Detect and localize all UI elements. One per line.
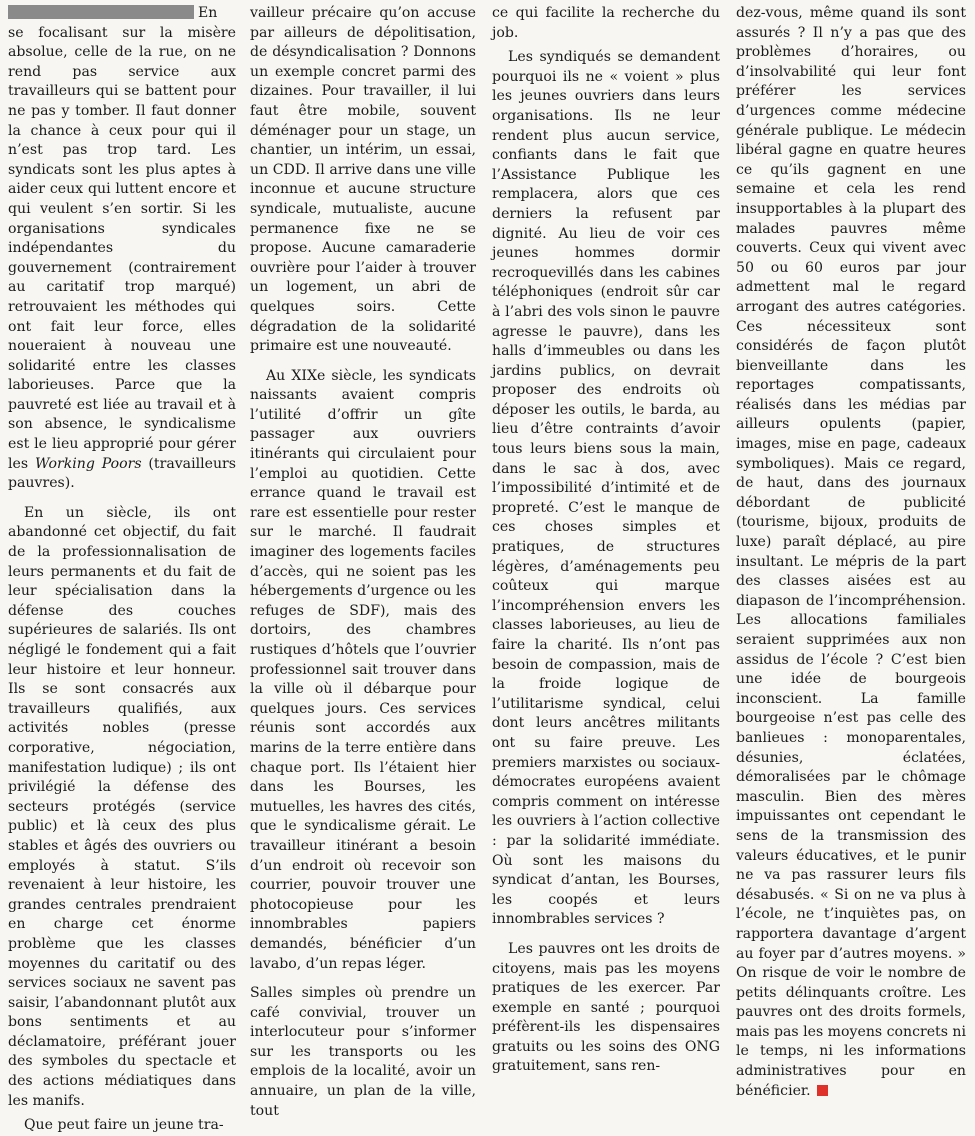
redacted-block — [8, 5, 194, 19]
paragraph: Au XIXe siècle, les syndicats naissants avaient compris l’utilité d’offrir un gîte passager aux ouvriers itinérants qui circulaient pour l’emploi au quotidien. Cette errance quand le travail est rare est essentielle pour rester sur le marché. Il faudrait imaginer des logements faciles d’accès, qui ne soient pas les hébergements d’urgence ou les refuges de SDF), mais des dortoirs, des chambres rustiques d’hôtels que l’ouvrier professionnel sait trouver dans la ville où il débarque pour quelques jours. Ces services réunis sont accordés aux marins de la terre entière dans chaque port. Ils l’étaient hier dans les Bourses, les mutuelles, les havres des cités, que le syndicalisme gérait. Le travailleur itinérant a besoin d’un endroit où recevoir son courrier, pouvoir trouver une photocopieuse pour les innombrables papiers demandés, bénéficier d’un lavabo, d’un repas léger. — [250, 367, 476, 972]
article-column-1 — [8, 4, 236, 1134]
paragraph: ce qui facilite la recherche du job. — [492, 5, 720, 41]
paragraph: Les syndiqués se demandent pourquoi ils ne « voient » plus les jeunes ouvriers dans leurs organisations. Ils ne leur rendent plus aucun service, confiants dans le fait que l’Assistance Publique les remplacera, alors que ces derniers la refusent par dignité. Au lieu de voir ces jeunes hommes dormir recroquevillés dans les cabines téléphoniques (endroit sûr car à l’abri des vols sinon le pauvre agresse le pauvre), dans les halls d’immeubles ou dans les jardins publics, on devrait proposer des endroits où déposer les outils, le barda, au lieu d’être contraints d’avoir tous leurs biens sous la main, dans le sac à dos, avec l’impossibilité d’intimité et de propreté. C’est le manque de ces choses simples et pratiques, de structures légères, d’aménagements peu coûteux qui marque l’incompréhension envers les classes laborieuses, au lieu de faire la charité. Ils n’ont pas besoin de compassion, mais de la froide logique de l’utilitarisme syndical, celui dont leurs ancêtres militants ont su faire preuve. Les premiers marxistes ou sociaux-démocrates européens avaient compris comment on intéresse les ouvriers à l’action collective : par la solidarité immédiate. Où sont les maisons du syndicat d’antan, les Bourses, les coopés et leurs innombrables services ? — [492, 49, 720, 928]
paragraph: Salles simples où prendre un café convivial, trouver un interlocuteur pour s’informer sur les transports ou les emplois de la localité, avoir un annuaire, un plan de la ville, tout — [250, 985, 476, 1119]
article-column-4 — [736, 4, 967, 1099]
paragraph: dez-vous, même quand ils sont assurés ? Il n’y a pas que des problèmes d’horaires, ou d’insolvabilité qui leur font préférer les services d’urgences comme médecine générale publique. Le médecin libéral gagne en quatre heures ce qu’ils gagnent en une semaine et cela les rend insupportables à la plupart des malades pauvres même couverts. Ceux qui vivent avec 50 ou 60 euros par jour admettent mal le regard arrogant des autres catégories. Ces nécessiteux sont considérés de façon plutôt bienveillante dans les reportages compatissants, réalisés dans les médias par ailleurs opulents (papier, images, mise en page, cadeaux symboliques). Mais ce regard, de haut, dans des journaux débordant de publicité (tourisme, bijoux, produits de luxe) paraît déplacé, au pire insultant. Le mépris de la part des classes aisées est au diapason de l’incompréhension. Les allocations familiales seraient supprimées aux non assidus de l’école ? C’est bien une idée de bourgeois inconscient. La famille bourgeoise n’est pas celle des banlieues : monoparentales, désunies, éclatées, démoralisées par le chômage masculin. Bien des mères impuissantes ont cependant le sens de la transmission des valeurs éducatives, et le punir ne va pas rassurer leurs fils désabusés. « Si on ne va plus à l’école, ne t’inquiètes pas, on rapportera davantage d’argent au foyer par d’autres moyens. » On risque de voir le nombre de petits délinquants croître. Les pauvres ont des droits formels, mais pas les moyens concrets ni le temps, ni les informations administratives pour en bénéficier. — [736, 5, 967, 1099]
paragraph: vailleur précaire qu’on accuse par ailleurs de dépolitisation, de désyndicalisation ? Donnons un exemple concret parmi des dizaines. Pour travailler, il lui faut être mobile, souvent déménager pour un stage, un chantier, un intérim, un essai, un CDD. Il arrive dans une ville inconnue et aucune structure syndicale, mutualiste, aucune permanence fixe ne se propose. Aucune camaraderie ouvrière pour l’aider à trouver un logement, un abri de quelques soirs. Cette dégradation de la solidarité primaire est une nouveauté. — [250, 5, 476, 355]
end-of-article-marker — [817, 1085, 828, 1096]
italic-term: Working Poors — [34, 455, 142, 472]
paragraph: Les pauvres ont les droits de citoyens, mais pas les moyens pratiques de les exercer. Par exemple en santé ; pourquoi préfèrent-ils les dispensaires gratuits ou les soins des ONG gratuitement, sans ren- — [492, 940, 720, 1075]
article-column-3 — [492, 4, 720, 1075]
paragraph: En se focalisant sur la misère absolue, celle de la rue, on ne rend pas service aux travailleurs qui se battent pour ne pas y tomber. Il faut donner la chance à ceux pour qui il n’est pas trop tard. Les syndicats sont les plus aptes à aider ceux qui luttent encore et qui veulent s’en sortir. Si les organisations syndicales indépendantes du gouvernement (contrairement au caritatif trop marqué) retrouvaient les méthodes qui ont fait leur force, elles noueraient à nouveau une solidarité entre les classes laborieuses. Parce que la pauvreté est liée au travail et à son absence, le syndicalisme est le lieu approprié pour gérer les Working Poors (travailleurs pauvres). — [8, 5, 236, 492]
article-column-2 — [250, 4, 476, 1119]
paragraph: Que peut faire un jeune tra- — [24, 1117, 224, 1134]
paragraph: En un siècle, ils ont abandonné cet objectif, du fait de la professionnalisation de leurs permanents et du fait de leur spécialisation dans la défense des couches supérieures de salariés. Ils ont négligé le fondement qui a fait leur histoire et leur honneur. Ils se sont consacrés aux travailleurs qualifiés, aux activités nobles (presse corporative, négociation, manifestation ludique) ; ils ont privilégié la défense des secteurs protégés (service public) et là ceux des plus stables et âgés des ouvriers ou employés à statut. S’ils revenaient à leur histoire, les grandes centrales prendraient en charge cet énorme problème que les classes moyennes du caritatif ou des services sociaux ne savent pas saisir, l’abandonnant plutôt aux bons sentiments et au déclamatoire, préférant jouer des symboles du spectacle et des actions médiatiques dans les manifs. — [8, 504, 236, 1109]
